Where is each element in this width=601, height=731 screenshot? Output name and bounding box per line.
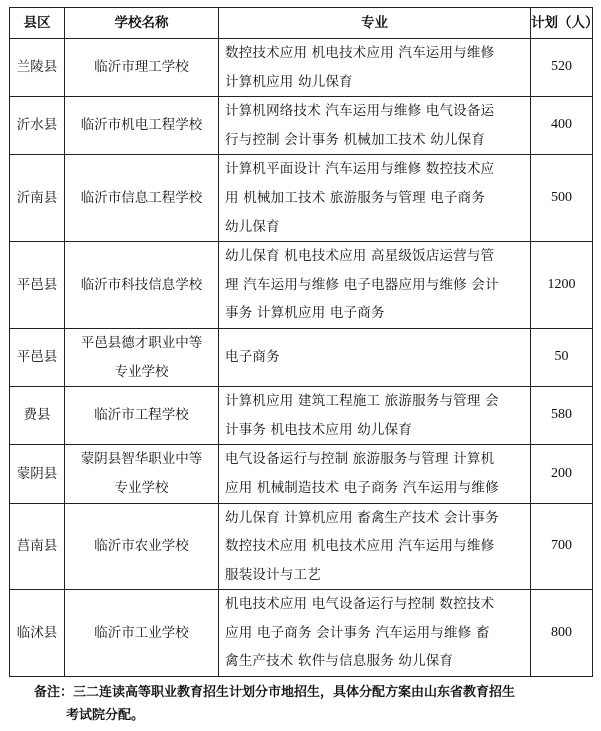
plan-cell: 500 bbox=[531, 155, 593, 242]
plan-cell: 700 bbox=[531, 503, 593, 590]
table-row bbox=[10, 97, 593, 155]
plan-cell: 200 bbox=[531, 445, 593, 503]
major-cell bbox=[219, 242, 531, 329]
school-line: 平邑县德才职业中等 bbox=[80, 334, 203, 351]
major-line: 数控技术应用 机电技术应用 汽车运用与维修 bbox=[225, 45, 495, 61]
major-cell bbox=[219, 39, 531, 97]
table-row bbox=[10, 445, 593, 503]
school-line: 专业学校 bbox=[114, 363, 169, 380]
major-line: 计算机网络技术 汽车运用与维修 电气设备运 bbox=[225, 103, 495, 120]
enrollment-plan-table bbox=[9, 7, 599, 677]
major-line: 事务 计算机应用 电子商务 bbox=[225, 305, 385, 322]
major-cell bbox=[219, 387, 531, 445]
table-row bbox=[10, 155, 593, 242]
header-school: 学校名称 bbox=[65, 8, 219, 39]
header-plan: 计划（人） bbox=[531, 8, 593, 39]
major-line: 计事务 机电技术应用 幼儿保育 bbox=[225, 421, 413, 438]
major-line: 幼儿保育 计算机应用 畜禽生产技术 会计事务 bbox=[225, 509, 499, 526]
footnote-line: 考试院分配。 bbox=[66, 708, 145, 723]
county-cell: 平邑县 bbox=[10, 242, 65, 329]
school-cell bbox=[65, 328, 219, 386]
plan-cell: 1200 bbox=[531, 242, 593, 329]
major-line: 幼儿保育 机电技术应用 高星级饭店运营与管 bbox=[225, 248, 495, 265]
school-cell: 临沂市理工学校 bbox=[65, 39, 219, 97]
table-row bbox=[10, 242, 593, 329]
major-line: 计算机应用 幼儿保育 bbox=[225, 73, 353, 90]
major-line: 理 汽车运用与维修 电子电器应用与维修 会计 bbox=[225, 276, 499, 293]
school-cell: 临沂市机电工程学校 bbox=[65, 97, 219, 155]
county-cell: 莒南县 bbox=[10, 503, 65, 590]
major-cell bbox=[219, 97, 531, 155]
major-cell bbox=[219, 155, 531, 242]
major-cell bbox=[219, 590, 531, 677]
major-line: 机电技术应用 电气设备运行与控制 数控技术 bbox=[225, 596, 495, 613]
county-cell: 兰陵县 bbox=[10, 39, 65, 97]
county-cell: 临沭县 bbox=[10, 590, 65, 677]
major-line: 应用 电子商务 会计事务 汽车运用与维修 畜 bbox=[225, 624, 490, 641]
major-line: 数控技术应用 机电技术应用 汽车运用与维修 bbox=[225, 538, 495, 555]
major-line: 服装设计与工艺 bbox=[225, 566, 321, 583]
table-row bbox=[10, 387, 593, 445]
major-line: 电子商务 bbox=[225, 349, 280, 366]
table-row bbox=[10, 503, 593, 590]
school-cell: 临沂市信息工程学校 bbox=[65, 155, 219, 242]
plan-cell: 800 bbox=[531, 590, 593, 677]
table-header-row bbox=[10, 8, 593, 39]
county-cell: 费县 bbox=[10, 387, 65, 445]
major-line: 禽生产技术 软件与信息服务 幼儿保育 bbox=[225, 653, 454, 670]
major-line: 电气设备运行与控制 旅游服务与管理 计算机 bbox=[225, 451, 495, 468]
major-cell bbox=[219, 503, 531, 590]
table-row bbox=[10, 39, 593, 97]
major-line: 应用 机械制造技术 电子商务 汽车运用与维修 bbox=[225, 479, 499, 496]
plan-cell: 50 bbox=[531, 328, 593, 386]
header-major: 专业 bbox=[219, 8, 531, 39]
county-cell: 平邑县 bbox=[10, 328, 65, 386]
major-line: 用 机械加工技术 旅游服务与管理 电子商务 bbox=[225, 189, 486, 206]
school-cell: 临沂市科技信息学校 bbox=[65, 242, 219, 329]
plan-cell: 580 bbox=[531, 387, 593, 445]
table-row bbox=[10, 328, 593, 386]
major-line: 幼儿保育 bbox=[225, 218, 280, 235]
plan-cell: 400 bbox=[531, 97, 593, 155]
major-cell bbox=[219, 445, 531, 503]
table-row bbox=[10, 590, 593, 677]
county-cell: 沂南县 bbox=[10, 155, 65, 242]
school-line: 专业学校 bbox=[114, 479, 169, 496]
footnote bbox=[34, 681, 574, 727]
county-cell: 沂水县 bbox=[10, 97, 65, 155]
major-line: 计算机应用 建筑工程施工 旅游服务与管理 会 bbox=[225, 393, 499, 410]
school-cell bbox=[65, 445, 219, 503]
county-cell: 蒙阴县 bbox=[10, 445, 65, 503]
school-cell: 临沂市工程学校 bbox=[65, 387, 219, 445]
footnote-line: 备注：三二连读高等职业教育招生计划分市地招生，具体分配方案由山东省教育招生 bbox=[34, 685, 516, 700]
school-line: 蒙阴县智华职业中等 bbox=[80, 451, 203, 468]
school-cell: 临沂市工业学校 bbox=[65, 590, 219, 677]
major-line: 行与控制 会计事务 机械加工技术 幼儿保育 bbox=[225, 131, 486, 148]
header-county: 县区 bbox=[10, 8, 65, 39]
major-cell bbox=[219, 328, 531, 386]
plan-cell: 520 bbox=[531, 39, 593, 97]
major-line: 计算机平面设计 汽车运用与维修 数控技术应 bbox=[225, 161, 495, 178]
school-cell: 临沂市农业学校 bbox=[65, 503, 219, 590]
